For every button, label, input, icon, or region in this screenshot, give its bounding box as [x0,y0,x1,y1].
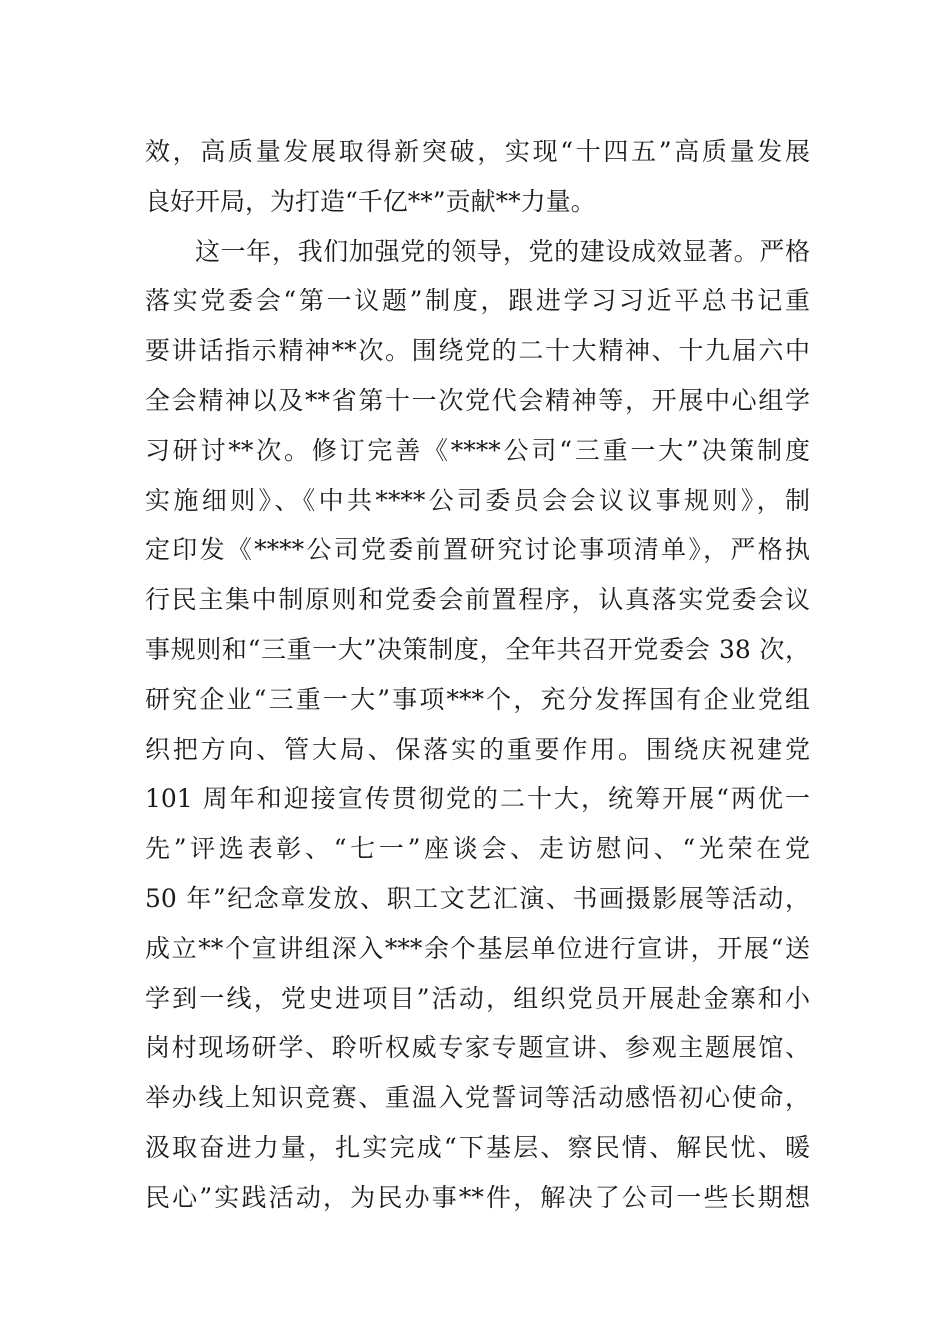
paragraph-line: 研究企业“三重一大”事项***个，充分发挥国有企业党组 [145,684,810,714]
paragraph-line: 岗村现场研学、聆听权威专家专题宣讲、参观主题展馆、 [145,1033,810,1063]
paragraph-line: 良好开局，为打造“千亿**”贡献**力量。 [145,186,596,216]
paragraph-line: 学到一线，党史进项目”活动，组织党员开展赴金寨和小 [145,983,810,1013]
paragraph-line: 举办线上知识竞赛、重温入党誓词等活动感悟初心使命， [145,1083,810,1113]
paragraph-line: 汲取奋进力量，扎实完成“下基层、察民情、解民忧、暖 [145,1132,810,1162]
paragraph-line: 事规则和“三重一大”决策制度，全年共召开党委会 38 次， [145,634,810,664]
paragraph-line: 全会精神以及**省第十一次党代会精神等，开展中心组学 [145,385,810,415]
paragraph-line: 落实党委会“第一议题”制度，跟进学习习近平总书记重 [145,286,810,316]
paragraph-line: 民心”实践活动，为民办事**件，解决了公司一些长期想 [145,1182,810,1212]
paragraph-line: 实施细则》、《中共****公司委员会会议议事规则》，制 [145,485,810,515]
paragraph-line: 效，高质量发展取得新突破，实现“十四五”高质量发展 [145,137,810,166]
paragraph-line: 50 年”纪念章发放、职工文艺汇演、书画摄影展等活动， [145,883,810,913]
paragraph-line: 先”评选表彰、“七一”座谈会、走访慰问、“光荣在党 [145,834,810,864]
paragraph-line: 习研讨**次。修订完善《****公司“三重一大”决策制度 [145,435,810,465]
paragraph-line: 这一年，我们加强党的领导，党的建设成效显著。严格 [195,236,810,266]
paragraph-line: 织把方向、管大局、保落实的重要作用。围绕庆祝建党 [145,734,810,764]
body-text [145,127,810,1223]
paragraph-line: 定印发《****公司党委前置研究讨论事项清单》，严格执 [145,535,810,565]
paragraph-line: 成立**个宣讲组深入***余个基层单位进行宣讲，开展“送 [145,933,810,963]
paragraph-line: 要讲话指示精神**次。围绕党的二十大精神、十九届六中 [145,336,810,366]
paragraph-line: 101 周年和迎接宣传贯彻党的二十大，统筹开展“两优一 [145,784,810,814]
paragraph-line: 行民主集中制原则和党委会前置程序，认真落实党委会议 [145,585,810,615]
